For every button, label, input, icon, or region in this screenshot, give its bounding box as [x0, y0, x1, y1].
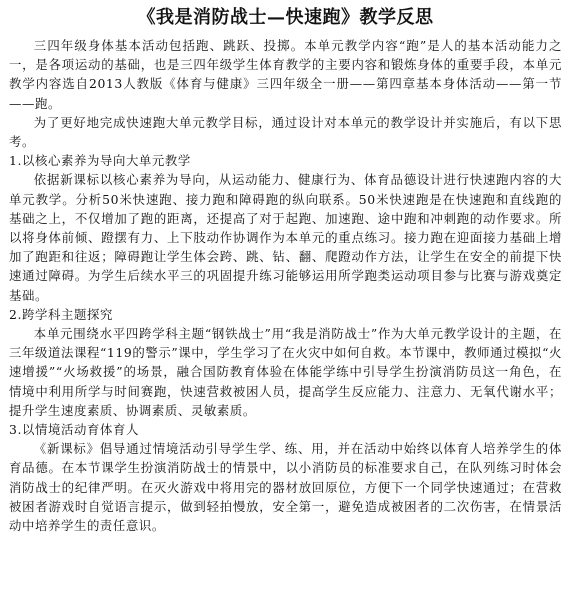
document-title: 《我是消防战士—快速跑》教学反思 [137, 7, 434, 28]
section-heading-interdisciplinary: 2.跨学科主题探究 [9, 306, 113, 322]
section-heading-situational-activity: 3.以情境活动育体育人 [9, 422, 139, 438]
section-paragraph-situational-activity: 《新课标》倡导通过情境活动引导学生学、练、用，并在活动中始终以体育人培养学生的体育品德。在本节课学生扮演消防战士的情景中，以小消防员的标准要求自己，在队列练习时体会消防战士的纪律严明。在灭火游戏中将用完的器材放回原位，方便下一个同学快速通过；在营救被困者游戏时自觉语言提示，做到轻拍慢放，安全第一，避免造成被困者的二次伤害，在情景活动中培养学生的责任意识。 [9, 441, 562, 534]
section-paragraph-core-literacy: 依据新课标以核心素养为导向，从运动能力、健康行为、体育品德设计进行快速跑内容的大单元教学。分析50米快速跑、接力跑和障碍跑的纵向联系。50米快速跑是在快速跑和直线跑的基础之上，不仅增加了跑的距离，还提高了对于起跑、加速跑、途中跑和冲刺跑的动作要求。所以将身体前倾、蹬摆有力、上下肢动作协调作为本单元的重点练习。接力跑在迎面接力基础上增加了跑距和往返；障碍跑让学生体会跨、跳、钻、翻、爬蹬动作方法，让学生在安全的前提下快速通过障碍。为学生后续水平三的巩固提升练习能够运用所学跑类运动项目参与比赛与游戏奠定基础。 [9, 172, 562, 303]
purpose-paragraph: 为了更好地完成快速跑大单元教学目标，通过设计对本单元的教学设计并实施后，有以下思考。 [9, 114, 562, 150]
section-paragraph-interdisciplinary: 本单元围绕水平四跨学科主题“钢铁战士”用“我是消防战士”作为大单元教学设计的主题，在三年级道法课程“119的警示”课中，学生学习了在火灾中如何自救。本节课中，教师通过模拟“火速增援”“火场救援”的场景，融合国防教育体验在体能学练中引导学生扮演消防员这一角色，在情境中利用所学与时间赛跑，快速营救被困人员，提高学生反应能力、注意力、无氧代谢水平；提升学生速度素质、协调素质、灵敏素质。 [9, 326, 562, 418]
section-heading-core-literacy: 1.以核心素养为导向大单元教学 [9, 153, 191, 169]
intro-paragraph: 三四年级身体基本活动包括跑、跳跃、投掷。本单元教学内容“跑”是人的基本活动能力之一，是各项运动的基础，也是三四年级学生体育教学的主要内容和锻炼身体的重要手段，本单元教学内容选自2013人教版《体育与健康》三四年级全一册——第四章基本身体活动——第一节——跑。 [9, 38, 562, 111]
